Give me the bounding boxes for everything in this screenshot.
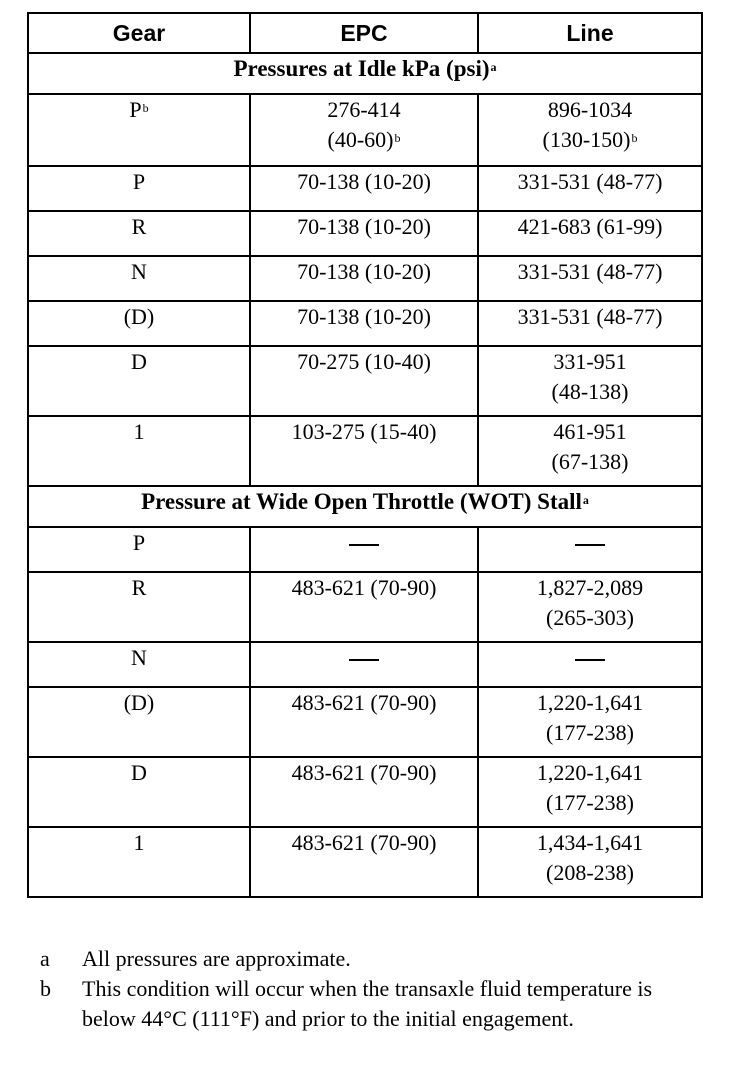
footnote-key: b	[40, 976, 51, 1001]
epc-cell	[250, 687, 478, 757]
gear-value: P	[132, 530, 146, 555]
gear-cell	[28, 527, 250, 572]
line-value: 1,220-1,641	[536, 760, 644, 785]
line-cell	[478, 166, 702, 211]
line-value: 1,434-1,641	[536, 830, 644, 855]
gear-cell	[28, 166, 250, 211]
table-row	[28, 211, 702, 256]
gear-value: (D)	[123, 304, 155, 329]
footnote-marker: b	[631, 131, 638, 145]
gear-cell	[28, 642, 250, 687]
footnote-marker: a	[582, 493, 589, 507]
table-row	[28, 642, 702, 687]
line-value: (177-238)	[546, 720, 634, 745]
line-value: 896-1034	[547, 97, 633, 122]
epc-cell	[250, 211, 478, 256]
footnote-marker: b	[394, 131, 401, 145]
gear-cell	[28, 211, 250, 256]
epc-value: 103-275 (15-40)	[291, 419, 437, 444]
gear-value: N	[131, 645, 147, 670]
section-header-row	[28, 53, 702, 94]
line-value: (265-303)	[546, 605, 634, 630]
column-header-epc: EPC	[250, 13, 478, 53]
line-cell	[478, 256, 702, 301]
line-cell	[478, 572, 702, 642]
table-row	[28, 301, 702, 346]
gear-value: R	[131, 214, 147, 239]
epc-value: 70-138 (10-20)	[297, 214, 431, 239]
footnote	[40, 974, 700, 1034]
pressure-table	[27, 12, 703, 898]
gear-cell	[28, 94, 250, 166]
line-cell	[478, 211, 702, 256]
gear-value: D	[131, 349, 147, 374]
gear-value: 1	[133, 830, 145, 855]
dash-mark	[575, 544, 605, 546]
line-value: (67-138)	[551, 449, 629, 474]
footnote-marker: b	[142, 101, 149, 115]
gear-cell	[28, 687, 250, 757]
epc-value: 70-275 (10-40)	[297, 349, 431, 374]
footnote	[40, 944, 700, 974]
epc-cell	[250, 527, 478, 572]
gear-cell	[28, 346, 250, 416]
epc-cell	[250, 416, 478, 486]
table-row	[28, 757, 702, 827]
line-cell	[478, 642, 702, 687]
gear-value: R	[131, 575, 147, 600]
epc-cell	[250, 301, 478, 346]
line-cell	[478, 527, 702, 572]
dash-mark	[349, 659, 379, 661]
line-value: 1,220-1,641	[536, 690, 644, 715]
epc-value: (40-60)	[327, 127, 394, 152]
epc-cell	[250, 346, 478, 416]
epc-value: 483-621 (70-90)	[291, 760, 437, 785]
line-value: (177-238)	[546, 790, 634, 815]
table-body	[28, 53, 702, 897]
table-row	[28, 256, 702, 301]
section-header-row	[28, 486, 702, 527]
line-value: 331-951	[553, 349, 627, 374]
section-title	[28, 486, 702, 527]
line-value: 1,827-2,089	[536, 575, 644, 600]
line-cell	[478, 416, 702, 486]
epc-value: 70-138 (10-20)	[297, 259, 431, 284]
table-row	[28, 166, 702, 211]
table-row	[28, 346, 702, 416]
gear-value: P	[129, 97, 142, 122]
gear-cell	[28, 757, 250, 827]
dash-mark	[349, 544, 379, 546]
line-value: 331-531 (48-77)	[517, 304, 663, 329]
line-value: 461-951	[553, 419, 627, 444]
table-row	[28, 416, 702, 486]
epc-value: 483-621 (70-90)	[291, 690, 437, 715]
line-cell	[478, 346, 702, 416]
gear-value: D	[131, 760, 147, 785]
line-cell	[478, 757, 702, 827]
footnote-text: All pressures are approximate.	[82, 946, 351, 971]
line-cell	[478, 301, 702, 346]
gear-cell	[28, 301, 250, 346]
epc-cell	[250, 757, 478, 827]
epc-value: 276-414	[327, 97, 401, 122]
epc-value: 70-138 (10-20)	[297, 169, 431, 194]
epc-cell	[250, 256, 478, 301]
gear-cell	[28, 416, 250, 486]
footnote-key: a	[40, 946, 50, 971]
line-cell	[478, 827, 702, 897]
epc-cell	[250, 642, 478, 687]
line-value: 331-531 (48-77)	[517, 169, 663, 194]
epc-value: 70-138 (10-20)	[297, 304, 431, 329]
epc-cell	[250, 827, 478, 897]
column-header-gear: Gear	[28, 13, 250, 53]
gear-cell	[28, 572, 250, 642]
gear-value: N	[131, 259, 147, 284]
line-value: (208-238)	[546, 860, 634, 885]
line-value: 421-683 (61-99)	[517, 214, 663, 239]
header-row	[28, 13, 702, 53]
footnote-text: This condition will occur when the transaxle fluid temperature is below 44°C (111°F) and prior to the initial engagement.	[82, 976, 653, 1031]
line-value: 331-531 (48-77)	[517, 259, 663, 284]
section-title-text: Pressure at Wide Open Throttle (WOT) Stall	[141, 489, 582, 514]
table-row	[28, 827, 702, 897]
gear-value: P	[132, 169, 146, 194]
line-value: (48-138)	[551, 379, 629, 404]
table-row	[28, 94, 702, 166]
footnote-marker: a	[490, 60, 497, 74]
line-value: (130-150)	[542, 127, 631, 152]
line-cell	[478, 94, 702, 166]
table-row	[28, 572, 702, 642]
section-title-text: Pressures at Idle kPa (psi)	[233, 56, 490, 81]
epc-cell	[250, 94, 478, 166]
line-cell	[478, 687, 702, 757]
section-title	[28, 53, 702, 94]
dash-mark	[575, 659, 605, 661]
epc-value: 483-621 (70-90)	[291, 575, 437, 600]
gear-value: 1	[133, 419, 145, 444]
table-row	[28, 687, 702, 757]
gear-cell	[28, 827, 250, 897]
table-row	[28, 527, 702, 572]
gear-value: (D)	[123, 690, 155, 715]
epc-cell	[250, 572, 478, 642]
gear-cell	[28, 256, 250, 301]
epc-cell	[250, 166, 478, 211]
column-header-line: Line	[478, 13, 702, 53]
footnotes	[40, 944, 700, 1034]
epc-value: 483-621 (70-90)	[291, 830, 437, 855]
